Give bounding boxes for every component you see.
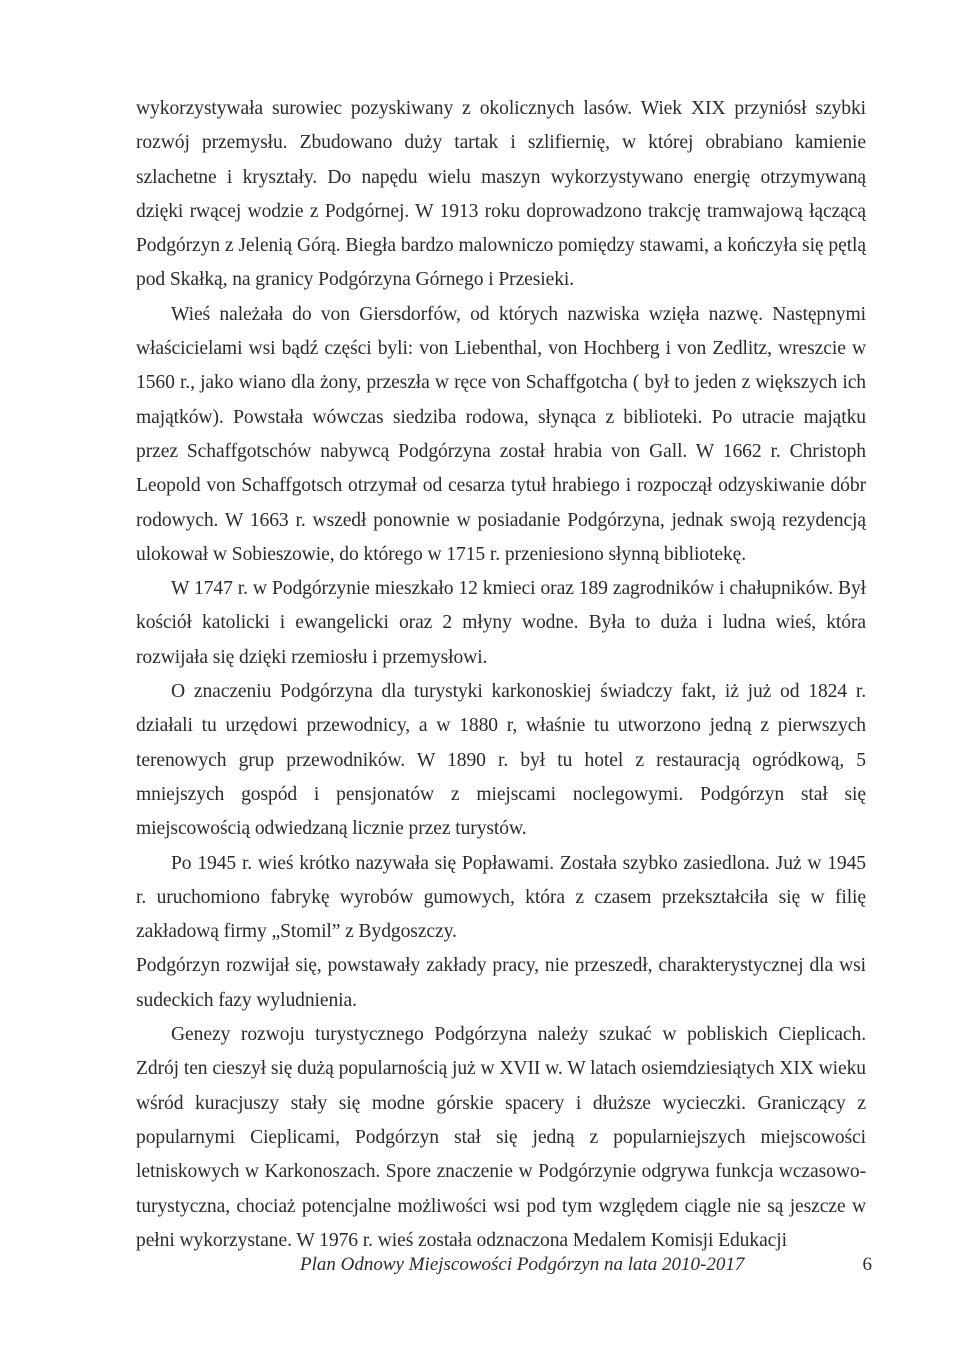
footer-title: Plan Odnowy Miejscowości Podgórzyn na lata 2010-2017 — [300, 1254, 745, 1275]
paragraph-5: Po 1945 r. wieś krótko nazywała się Popławami. Została szybko zasiedlona. Już w 1945 r. uruchomiono fabrykę wyrobów gumowych, która z czasem przekształciła się w filię zakładową firmy „Stomil” z Bydgoszczy. — [136, 852, 866, 943]
paragraph-2: Wieś należała do von Giersdorfów, od których nazwiska wzięła nazwę. Następnymi właścicielami wsi bądź części byli: von Liebenthal, von Hochberg i von Zedlitz, wreszcie w 1560 r., jako wiano dla żony, przeszła w ręce von Schaffgotcha ( był to jeden z większych ich majątków). Powstała wówczas siedziba rodowa, słynąca z biblioteki. Po utracie majątku przez Schaffgotschów nabywcą Podgórzyna został hrabia von Gall. W 1662 r. Christoph Leopold von Schaffgotsch otrzymał od cesarza tytuł hrabiego i rozpoczął odzyskiwanie dóbr rodowych. W 1663 r. wszedł ponownie w posiadanie Podgórzyna, jednak swoją rezydencją ulokował w Sobieszowie, do którego w 1715 r. przeniesiono słynną bibliotekę. — [136, 303, 866, 565]
paragraph-3: W 1747 r. w Podgórzynie mieszkało 12 kmieci oraz 189 zagrodników i chałupników. Był kościół katolicki i ewangelicki oraz 2 młyny wodne. Była to duża i ludna wieś, która rozwijała się dzięki rzemiosłu i przemysłowi. — [136, 578, 866, 668]
document-body — [136, 92, 866, 1258]
paragraph-1: wykorzystywała surowiec pozyskiwany z okolicznych lasów. Wiek XIX przyniósł szybki rozwój przemysłu. Zbudowano duży tartak i szlifiernię, w której obrabiano kamienie szlachetne i kryształy. Do napędu wielu maszyn wykorzystywano energię otrzymywaną dzięki rwącej wodzie z Podgórnej. W 1913 roku doprowadzono trakcję tramwajową łączącą Podgórzyn z Jelenią Górą. Biegła bardzo malowniczo pomiędzy stawami, a kończyła się pętlą pod Skałką, na granicy Podgórzyna Górnego i Przesieki. — [136, 98, 866, 291]
paragraph-4: O znaczeniu Podgórzyna dla turystyki karkonoskiej świadczy fakt, iż już od 1824 r. działali tu urzędowi przewodnicy, a w 1880 r, właśnie tu utworzono jedną z pierwszych terenowych grup przewodników. W 1890 r. był tu hotel z restauracją ogródkową, 5 mniejszych gospód i pensjonatów z miejscami noclegowymi. Podgórzyn stał się miejscowością odwiedzaną licznie przez turystów. — [136, 681, 866, 840]
paragraph-7: Genezy rozwoju turystycznego Podgórzyna należy szukać w pobliskich Cieplicach. Zdrój ten cieszył się dużą popularnością już w XVII w. W latach osiemdziesiątych XIX wieku wśród kuracjuszy stały się modne górskie spacery i dłuższe wycieczki. Graniczący z popularnymi Cieplicami, Podgórzyn stał się jedną z popularniejszych miejscowości letniskowych w Karkonoszach. Spore znaczenie w Podgórzynie odgrywa funkcja wczasowo-turystyczna, chociaż potencjalne możliwości wsi pod tym względem ciągle nie są jeszcze w pełni wykorzystane. W 1976 r. wieś została odznaczona Medalem Komisji Edukacji — [136, 1024, 866, 1251]
page-number: 6 — [862, 1254, 872, 1275]
paragraph-6: Podgórzyn rozwijał się, powstawały zakłady pracy, nie przeszedł, charakterystycznej dla wsi sudeckich fazy wyludnienia. — [136, 955, 866, 1011]
